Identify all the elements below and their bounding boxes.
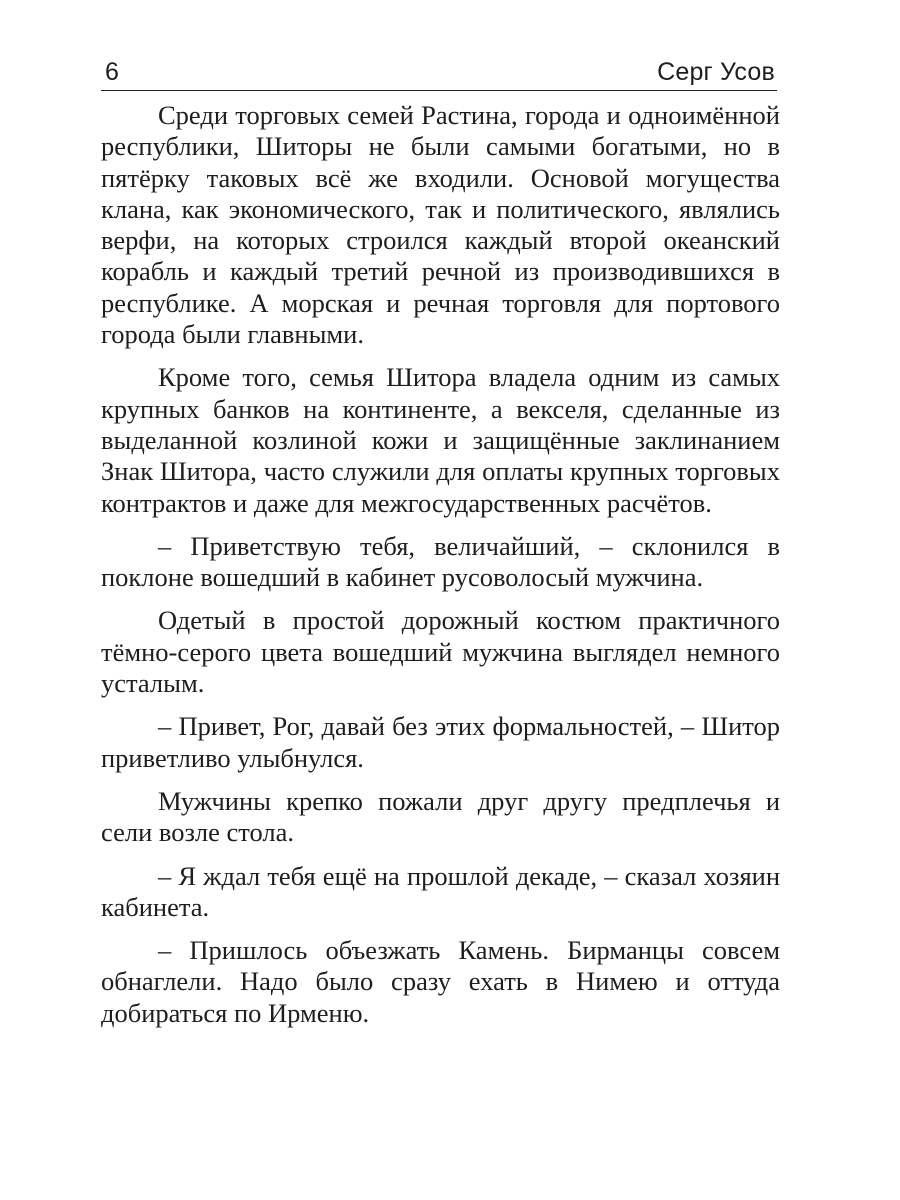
paragraph: – Приветствую тебя, величайший, – склонился в поклоне вошедший в кабинет русоволосый мужчина. bbox=[101, 530, 780, 593]
running-header bbox=[101, 58, 777, 91]
body-text bbox=[101, 100, 780, 1041]
running-title: Серг Усов bbox=[657, 58, 775, 86]
page-number: 6 bbox=[105, 58, 120, 86]
paragraph: Одетый в простой дорожный костюм практичного тёмно-серого цвета вошедший мужчина выглядел немного усталым. bbox=[101, 605, 780, 699]
paragraph: Кроме того, семья Шитора владела одним из самых крупных банков на континенте, а векселя, сделанные из выделанной козлиной кожи и защищённые заклинанием Знак Шитора, часто служили для оплаты крупных торговых контрактов и даже для межгосударственных расчётов. bbox=[101, 362, 780, 518]
paragraph: – Привет, Рог, давай без этих формальностей, – Шитор приветливо улыбнулся. bbox=[101, 711, 780, 773]
paragraph: – Пришлось объезжать Камень. Бирманцы совсем обнаглели. Надо было сразу ехать в Нимею и оттуда добираться по Ирменю. bbox=[101, 935, 780, 1028]
paragraph: – Я ждал тебя ещё на прошлой декаде, – сказал хозяин кабинета. bbox=[101, 860, 780, 922]
paragraph: Мужчины крепко пожали друг другу предплечья и сели возле стола. bbox=[101, 785, 780, 848]
paragraph: Среди торговых семей Растина, города и одноимённой республики, Шиторы не были самыми богатыми, но в пятёрку таковых всё же входили. Основой могущества клана, как экономического, так и политического, являлись верфи, на которых строился каждый второй океанский корабль и каждый третий речной из производившихся в республике. А морская и речная торговля для портового города были главными. bbox=[101, 100, 780, 350]
